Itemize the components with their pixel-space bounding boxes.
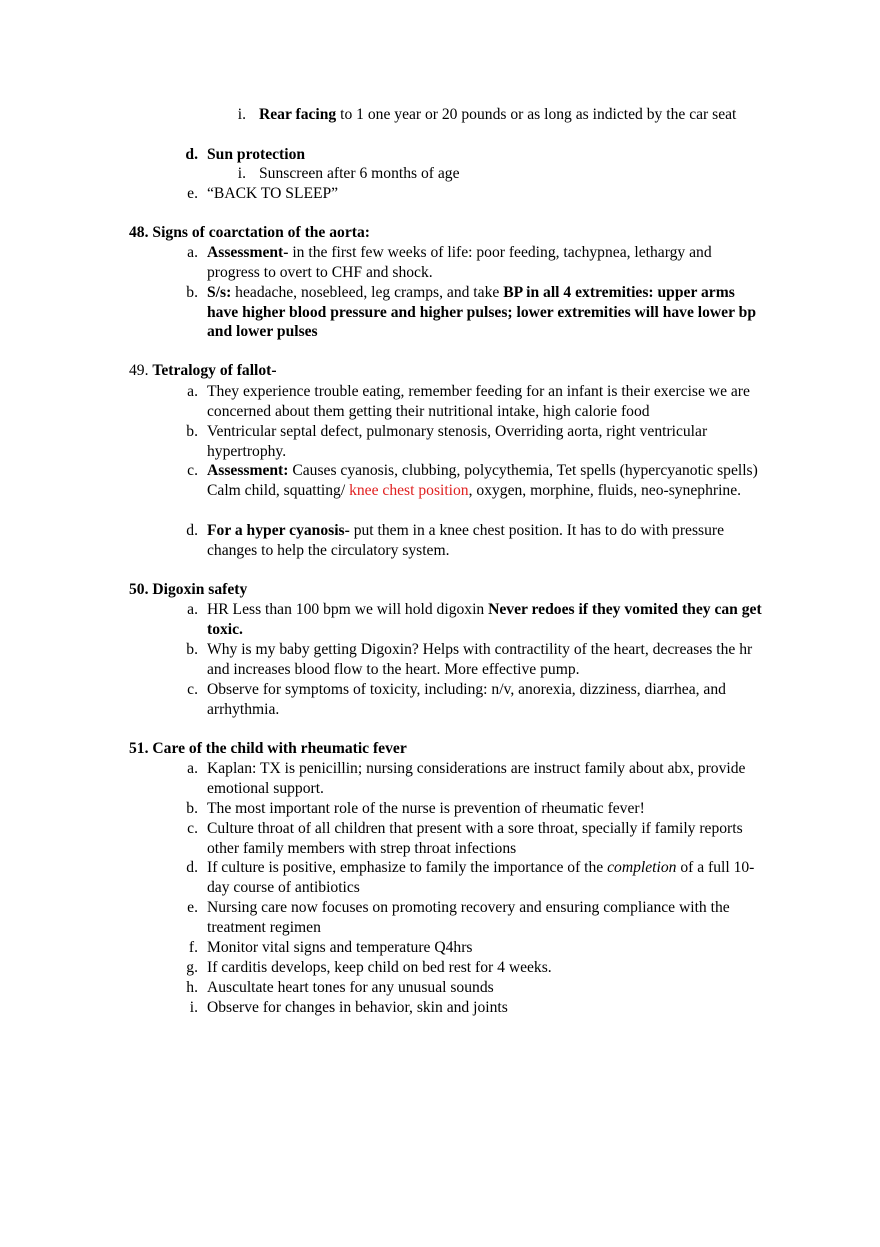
list-item-text: HR Less than 100 bpm we will hold digoxin Never redoes if they vomited they can get toxic.: [207, 601, 762, 638]
list-marker: f.: [188, 939, 198, 956]
list-marker: b.: [186, 284, 198, 301]
highlighted-text: knee chest position: [349, 481, 469, 499]
list-marker: e.: [187, 185, 198, 202]
list-marker: h.: [186, 979, 198, 996]
list-marker: a.: [187, 601, 198, 618]
list-marker: b.: [186, 800, 198, 817]
section-heading-49: 49. Tetralogy of fallot-: [129, 362, 277, 379]
list-marker: a.: [187, 244, 198, 261]
list-item-text: If culture is positive, emphasize to family the importance of the completion of a full 10-day course of antibiotics: [207, 859, 755, 896]
list-marker: c.: [187, 462, 198, 479]
list-item-text: Rear facing to 1 one year or 20 pounds or as long as indicted by the car seat: [259, 106, 737, 123]
list-item-text: Observe for changes in behavior, skin and joints: [207, 999, 508, 1016]
list-marker: a.: [187, 383, 198, 400]
list-item-text: Monitor vital signs and temperature Q4hrs: [207, 939, 473, 956]
list-item-text: Auscultate heart tones for any unusual sounds: [207, 979, 494, 996]
list-item-text: Observe for symptoms of toxicity, including: n/v, anorexia, dizziness, diarrhea, and arrhythmia.: [207, 681, 726, 718]
list-item-text: The most important role of the nurse is prevention of rheumatic fever!: [207, 800, 645, 817]
list-marker: i.: [189, 999, 198, 1016]
list-item-text: S/s: headache, nosebleed, leg cramps, and take BP in all 4 extremities: upper arms have higher blood pressure and higher pulses; lower extremities will have lower bp and lower pulses: [207, 284, 756, 341]
list-item-text: Why is my baby getting Digoxin? Helps with contractility of the heart, decreases the hr and increases blood flow to the heart. More effective pump.: [207, 641, 753, 678]
list-item-text: If carditis develops, keep child on bed rest for 4 weeks.: [207, 959, 552, 976]
list-item-text: They experience trouble eating, remember feeding for an infant is their exercise we are concerned about them getting their nutritional intake, high calorie food: [207, 383, 750, 420]
section-heading-50: 50. Digoxin safety: [129, 581, 248, 598]
list-marker: d.: [186, 859, 198, 876]
list-item-text: For a hyper cyanosis- put them in a knee chest position. It has to do with pressure changes to help the circulatory system.: [207, 522, 724, 559]
list-marker: c.: [187, 820, 198, 837]
list-item-text: Ventricular septal defect, pulmonary stenosis, Overriding aorta, right ventricular hypertrophy.: [207, 423, 708, 460]
list-item-text: Assessment- in the first few weeks of life: poor feeding, tachypnea, lethargy and progress to overt to CHF and shock.: [207, 244, 712, 281]
list-item-text: Sunscreen after 6 months of age: [259, 165, 460, 182]
list-item-text: Sun protection: [207, 146, 306, 163]
list-marker: d.: [185, 146, 198, 163]
list-marker: d.: [186, 522, 198, 539]
list-marker: e.: [187, 899, 198, 916]
list-marker: a.: [187, 760, 198, 777]
list-marker: b.: [186, 641, 198, 658]
list-marker: i.: [237, 106, 246, 123]
section-heading-48: 48. Signs of coarctation of the aorta:: [129, 224, 370, 241]
list-marker: c.: [187, 681, 198, 698]
list-marker: g.: [186, 959, 198, 976]
list-item-text: Nursing care now focuses on promoting recovery and ensuring compliance with the treatment regimen: [207, 899, 730, 936]
list-item-text: “BACK TO SLEEP”: [207, 185, 339, 202]
section-heading-51: 51. Care of the child with rheumatic fever: [129, 740, 407, 757]
list-item-text: Assessment: Causes cyanosis, clubbing, polycythemia, Tet spells (hypercyanotic spells) Calm child, squatting/ knee chest position, oxygen, morphine, fluids, neo-synephrine.: [207, 462, 758, 499]
list-marker: b.: [186, 423, 198, 440]
list-item-text: Culture throat of all children that present with a sore throat, specially if family reports other family members with strep throat infections: [207, 820, 743, 857]
list-item-text: Kaplan: TX is penicillin; nursing considerations are instruct family about abx, provide emotional support.: [207, 760, 746, 797]
list-marker: i.: [237, 165, 246, 182]
